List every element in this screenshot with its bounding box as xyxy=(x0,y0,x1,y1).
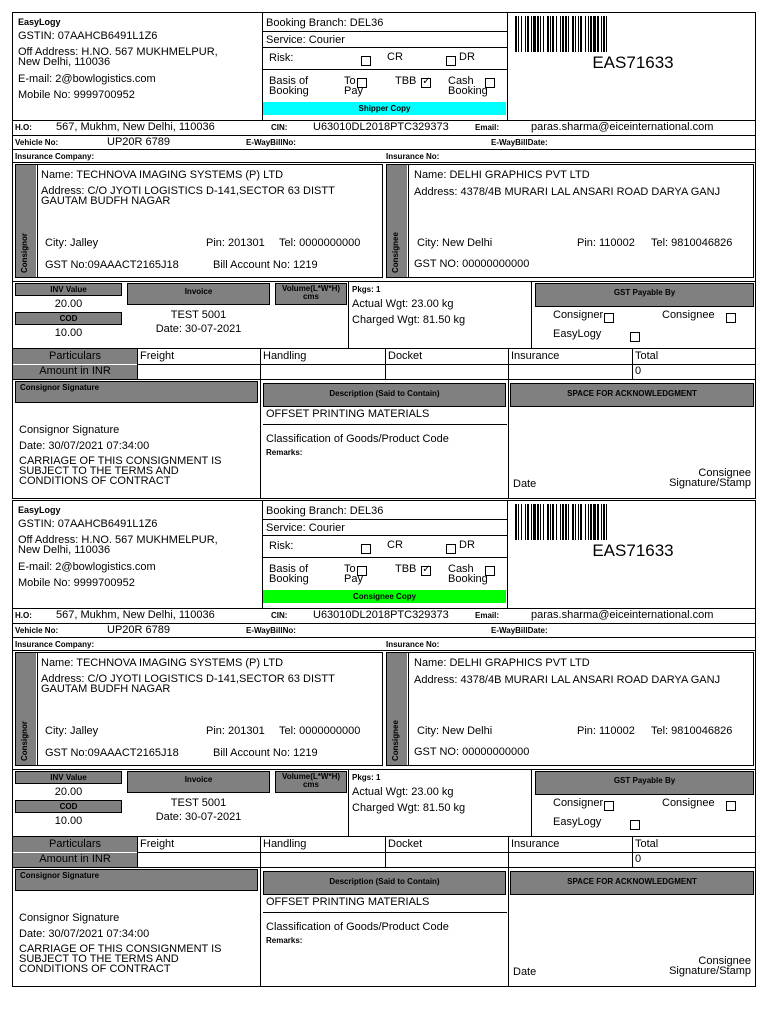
ho-address: 567, Mukhm, New Delhi, 110036 xyxy=(56,609,215,621)
consignment-note xyxy=(12,12,756,499)
consignor-name: Name: TECHNOVA IMAGING SYSTEMS (P) LTD xyxy=(41,657,284,669)
easylogy-checkbox[interactable] xyxy=(630,820,640,830)
consignee-address: Address: 4378/4B MURARI LAL ANSARI ROAD DARYA GANJ xyxy=(414,674,721,686)
gst-payable-header: GST Payable By xyxy=(535,283,754,307)
dr-label: DR xyxy=(459,539,475,551)
insurance-charge-label: Insurance xyxy=(511,350,560,362)
invoice-number: TEST 5001 xyxy=(170,797,227,809)
invoice-number: TEST 5001 xyxy=(170,309,227,321)
volume-header: Volume(L*W*H) cms xyxy=(275,283,347,305)
inv-value: 20.00 xyxy=(54,786,83,798)
consignee-gst: GST NO: 00000000000 xyxy=(414,746,530,758)
insurance-company-label: Insurance Company: xyxy=(15,152,95,161)
charged-weight: Charged Wgt: 81.50 kg xyxy=(352,802,466,814)
particulars-label: Particulars xyxy=(49,838,101,850)
awb-barcode xyxy=(515,16,751,52)
consignor-address: Address: C/O JYOTI LOGISTICS D-141,SECTOR 63 DISTT GAUTAM BUDFH NAGAR xyxy=(41,185,335,207)
service: Service: Courier xyxy=(266,522,345,534)
email-label: Email: xyxy=(475,123,500,132)
consignor-tel: Tel: 0000000000 xyxy=(279,237,361,249)
inv-value-header: INV Value xyxy=(15,283,122,296)
tbb-label: TBB xyxy=(395,563,417,575)
invoice-date: Date: 30-07-2021 xyxy=(155,811,242,823)
office-address-line1: Off Address: H.NO. 567 MUKHMELPUR, xyxy=(18,534,218,546)
cr-checkbox[interactable] xyxy=(361,544,371,554)
tbb-checkbox[interactable] xyxy=(421,78,431,88)
freight-label: Freight xyxy=(140,350,175,362)
consignee-address: Address: 4378/4B MURARI LAL ANSARI ROAD DARYA GANJ xyxy=(414,186,721,198)
vehicle-value: UP20R 6789 xyxy=(107,624,170,636)
cod-header: COD xyxy=(15,800,122,813)
volume-header: Volume(L*W*H) cms xyxy=(275,771,347,793)
total-value: 0 xyxy=(635,365,642,377)
terms-text: CARRIAGE OF THIS CONSIGNMENT IS SUBJECT TO THE TERMS AND CONDITIONS OF CONTRACT xyxy=(19,943,222,975)
insurance-no-label: Insurance No: xyxy=(386,152,440,161)
consignor-side-label: Consignor xyxy=(20,721,29,761)
sender-block xyxy=(13,501,263,609)
ho-address: 567, Mukhm, New Delhi, 110036 xyxy=(56,121,215,133)
consignee-gst: GST NO: 00000000000 xyxy=(414,258,530,270)
signature-date: Date: 30/07/2021 07:34:00 xyxy=(19,440,150,452)
awb-number: EAS71633 xyxy=(592,541,674,560)
description-value: OFFSET PRINTING MATERIALS xyxy=(266,408,430,420)
eway-bill-date-label: E-WayBillDate: xyxy=(491,626,548,635)
eway-bill-date-label: E-WayBillDate: xyxy=(491,138,548,147)
consignor-city: City: Jalley xyxy=(45,237,99,249)
basis-of-booking-label: Basis of Booking xyxy=(269,563,309,585)
company-name: EasyLogy xyxy=(18,17,61,27)
handling-label: Handling xyxy=(263,838,307,850)
copy-type-label: Shipper Copy xyxy=(263,102,506,115)
remarks-label: Remarks: xyxy=(266,936,303,945)
consignee-pin: Pin: 110002 xyxy=(577,725,635,737)
dr-checkbox[interactable] xyxy=(446,56,456,66)
invoice-date: Date: 30-07-2021 xyxy=(155,323,242,335)
pkgs: Pkgs: 1 xyxy=(352,285,381,294)
consignee-option-label: Consignee xyxy=(662,797,715,809)
gstin: GSTIN: 07AAHCB6491L1Z6 xyxy=(18,518,158,530)
vehicle-label: Vehicle No: xyxy=(15,138,59,147)
office-address-line1: Off Address: H.NO. 567 MUKHMELPUR, xyxy=(18,46,218,58)
consignee-city: City: New Delhi xyxy=(417,725,493,737)
consignor-name: Name: TECHNOVA IMAGING SYSTEMS (P) LTD xyxy=(41,169,284,181)
cash-booking-label: Cash Booking xyxy=(448,75,488,97)
consigner-checkbox[interactable] xyxy=(604,313,614,323)
total-label: Total xyxy=(635,350,659,362)
barcode-bar xyxy=(607,16,610,52)
sender-mobile: Mobile No: 9999700952 xyxy=(18,577,135,589)
consignee-name: Name: DELHI GRAPHICS PVT LTD xyxy=(414,657,590,669)
consignor-signature-header: Consignor Signature xyxy=(15,869,258,891)
signature-date: Date: 30/07/2021 07:34:00 xyxy=(19,928,150,940)
gstin: GSTIN: 07AAHCB6491L1Z6 xyxy=(18,30,158,42)
consignee-tel: Tel: 9810046826 xyxy=(651,237,733,249)
cash-booking-label: Cash Booking xyxy=(448,563,488,585)
service: Service: Courier xyxy=(266,34,345,46)
classification-label: Classification of Goods/Product Code xyxy=(266,433,449,445)
tbb-checkbox[interactable] xyxy=(421,566,431,576)
sender-block xyxy=(13,13,263,121)
to-pay-label: To Pay xyxy=(344,75,363,97)
remarks-label: Remarks: xyxy=(266,448,303,457)
consignor-gst: GST No:09AAACT2165J18 xyxy=(45,747,179,759)
cr-label: CR xyxy=(387,539,403,551)
eway-bill-no-label: E-WayBillNo: xyxy=(246,626,296,635)
consignee-tel: Tel: 9810046826 xyxy=(651,725,733,737)
ack-date-label: Date xyxy=(513,478,537,490)
sender-email: E-mail: 2@bowlogistics.com xyxy=(18,73,156,85)
consignor-signature-label: Consignor Signature xyxy=(19,424,120,436)
docket-label: Docket xyxy=(388,838,423,850)
cr-label: CR xyxy=(387,51,403,63)
insurance-no-label: Insurance No: xyxy=(386,640,440,649)
invoice-header: Invoice xyxy=(127,771,270,793)
copy-type-label: Consignee Copy xyxy=(263,590,506,603)
inv-value: 20.00 xyxy=(54,298,83,310)
cin-label: CIN: xyxy=(271,123,288,132)
booking-branch: Booking Branch: DEL36 xyxy=(266,17,384,29)
cin-value: U63010DL2018PTC329373 xyxy=(313,121,449,133)
acknowledgment-header: SPACE FOR ACKNOWLEDGMENT xyxy=(510,383,754,407)
actual-weight: Actual Wgt: 23.00 kg xyxy=(352,786,454,798)
insurance-company-label: Insurance Company: xyxy=(15,640,95,649)
dr-checkbox[interactable] xyxy=(446,544,456,554)
awb-number: EAS71633 xyxy=(592,53,674,72)
cr-checkbox[interactable] xyxy=(361,56,371,66)
ack-date-label: Date xyxy=(513,966,537,978)
amount-label: Amount in INR xyxy=(39,853,111,865)
consignee-signature-stamp: Consignee Signature/Stamp xyxy=(669,467,751,489)
awb-barcode xyxy=(515,504,751,540)
handling-label: Handling xyxy=(263,350,307,362)
consignee-option-label: Consignee xyxy=(662,309,715,321)
consignor-signature-header: Consignor Signature xyxy=(15,381,258,403)
consignment-note xyxy=(12,500,756,987)
sender-email: E-mail: 2@bowlogistics.com xyxy=(18,561,156,573)
consignee-side-label: Consignee xyxy=(391,232,400,273)
consignee-signature-stamp: Consignee Signature/Stamp xyxy=(669,955,751,977)
cin-value: U63010DL2018PTC329373 xyxy=(313,609,449,621)
email-label: Email: xyxy=(475,611,500,620)
total-value: 0 xyxy=(635,853,642,865)
consignee-name: Name: DELHI GRAPHICS PVT LTD xyxy=(414,169,590,181)
total-label: Total xyxy=(635,838,659,850)
invoice-header: Invoice xyxy=(127,283,270,305)
amount-label: Amount in INR xyxy=(39,365,111,377)
office-address-line2: New Delhi, 110036 xyxy=(18,544,111,556)
terms-text: CARRIAGE OF THIS CONSIGNMENT IS SUBJECT TO THE TERMS AND CONDITIONS OF CONTRACT xyxy=(19,455,222,487)
consignee-side-label: Consignee xyxy=(391,720,400,761)
consignor-bill-account: Bill Account No: 1219 xyxy=(213,259,318,271)
consignee-checkbox[interactable] xyxy=(726,313,736,323)
cin-label: CIN: xyxy=(271,611,288,620)
inv-value-header: INV Value xyxy=(15,771,122,784)
description-header: Description (Said to Contain) xyxy=(263,871,506,895)
freight-label: Freight xyxy=(140,838,175,850)
consignor-bill-account: Bill Account No: 1219 xyxy=(213,747,318,759)
consignor-pin: Pin: 201301 xyxy=(206,237,265,249)
consigner-option-label: Consigner xyxy=(553,309,604,321)
email-value: paras.sharma@eiceinternational.com xyxy=(531,121,714,133)
cod-header: COD xyxy=(15,312,122,325)
vehicle-label: Vehicle No: xyxy=(15,626,59,635)
consignee-city: City: New Delhi xyxy=(417,237,493,249)
gst-payable-header: GST Payable By xyxy=(535,771,754,795)
classification-label: Classification of Goods/Product Code xyxy=(266,921,449,933)
description-value: OFFSET PRINTING MATERIALS xyxy=(266,896,430,908)
consignor-gst: GST No:09AAACT2165J18 xyxy=(45,259,179,271)
consigner-checkbox[interactable] xyxy=(604,801,614,811)
insurance-charge-label: Insurance xyxy=(511,838,560,850)
consignor-tel: Tel: 0000000000 xyxy=(279,725,361,737)
description-header: Description (Said to Contain) xyxy=(263,383,506,407)
consignor-address: Address: C/O JYOTI LOGISTICS D-141,SECTOR 63 DISTT GAUTAM BUDFH NAGAR xyxy=(41,673,335,695)
company-name: EasyLogy xyxy=(18,505,61,515)
sender-mobile: Mobile No: 9999700952 xyxy=(18,89,135,101)
easylogy-option-label: EasyLogy xyxy=(553,328,602,340)
cod-value: 10.00 xyxy=(54,815,83,827)
consignor-pin: Pin: 201301 xyxy=(206,725,265,737)
office-address-line2: New Delhi, 110036 xyxy=(18,56,111,68)
particulars-label: Particulars xyxy=(49,350,101,362)
actual-weight: Actual Wgt: 23.00 kg xyxy=(352,298,454,310)
consignor-signature-label: Consignor Signature xyxy=(19,912,120,924)
dr-label: DR xyxy=(459,51,475,63)
ho-label: H.O: xyxy=(15,123,32,132)
easylogy-option-label: EasyLogy xyxy=(553,816,602,828)
email-value: paras.sharma@eiceinternational.com xyxy=(531,609,714,621)
basis-of-booking-label: Basis of Booking xyxy=(269,75,309,97)
vehicle-value: UP20R 6789 xyxy=(107,136,170,148)
charged-weight: Charged Wgt: 81.50 kg xyxy=(352,314,466,326)
consignor-city: City: Jalley xyxy=(45,725,99,737)
consignor-side-label: Consignor xyxy=(20,233,29,273)
ho-label: H.O: xyxy=(15,611,32,620)
consignee-checkbox[interactable] xyxy=(726,801,736,811)
consigner-option-label: Consigner xyxy=(553,797,604,809)
acknowledgment-header: SPACE FOR ACKNOWLEDGMENT xyxy=(510,871,754,895)
booking-branch: Booking Branch: DEL36 xyxy=(266,505,384,517)
consignee-pin: Pin: 110002 xyxy=(577,237,635,249)
easylogy-checkbox[interactable] xyxy=(630,332,640,342)
risk-label: Risk: xyxy=(269,52,294,64)
docket-label: Docket xyxy=(388,350,423,362)
barcode-bar xyxy=(607,504,610,540)
risk-label: Risk: xyxy=(269,540,294,552)
tbb-label: TBB xyxy=(395,75,417,87)
to-pay-label: To Pay xyxy=(344,563,363,585)
cod-value: 10.00 xyxy=(54,327,83,339)
eway-bill-no-label: E-WayBillNo: xyxy=(246,138,296,147)
pkgs: Pkgs: 1 xyxy=(352,773,381,782)
